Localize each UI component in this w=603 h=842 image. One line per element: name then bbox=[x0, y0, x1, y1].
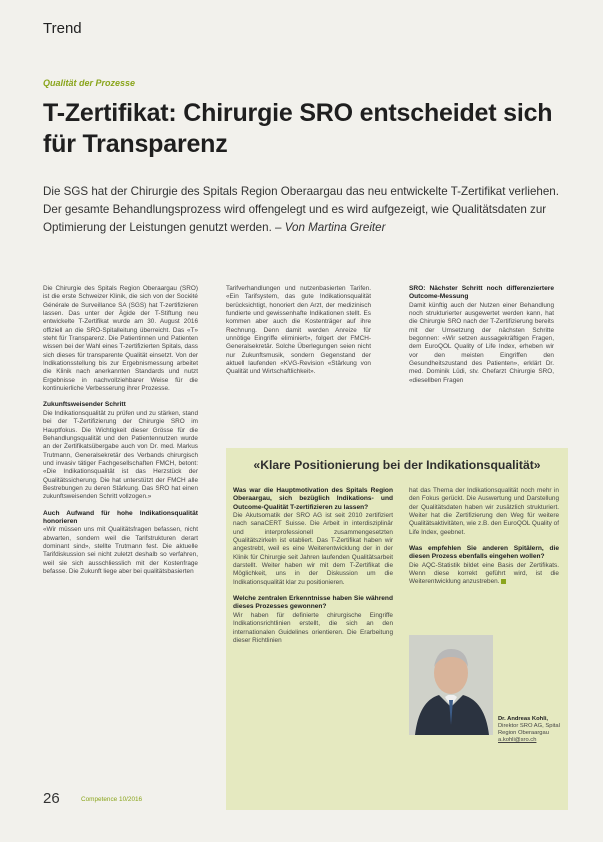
interview-question: Was empfehlen Sie anderen Spitälern, die diesen Prozess ebenfalls eingehen wollen? bbox=[409, 545, 559, 561]
interview-question: Welche zentralen Erkenntnisse haben Sie während dieses Prozesses gewonnen? bbox=[233, 595, 393, 611]
subheading: Zukunftsweisender Schritt bbox=[43, 401, 126, 409]
column-1 bbox=[43, 285, 198, 584]
end-mark-icon bbox=[501, 579, 506, 584]
page-number: 26 bbox=[43, 790, 60, 807]
lead-paragraph bbox=[43, 183, 568, 237]
answer-text: Die AQC-Statistik bildet eine Basis der Zertifikats. Wenn diese korrekt geführt wird, ist die Weiterentwicklung anzustreben. bbox=[409, 561, 559, 586]
paragraph: Die Chirurgie des Spitals Region Oberaargau (SRO) ist die erste Schweizer Klinik, die sich von der Société Générale de Surveillance SA (SGS) hat T-zertifizieren lassen. Das unter der Ägide der T-Stiftung neu entwickelte T-Zertifikat wurde am 30. August 2016 offiziell an die SRO-Spitalleitung überreicht. Das «T» steht für Transparenz. Die Patientinnen und Patienten wissen bei der Wahl eines T-zertifizierten Spitals, dass sich dieses für transparente Qualität einsetzt. Von der Indikationsstellung bis zur Ergebnismessung arbeitet die Klinik nach anerkannten Standards und nutzt Ergebnisse in nachvollziehbarer Weise für die kontinuierliche Verbesserung ihrer Prozesse. bbox=[43, 285, 198, 393]
column-2 bbox=[226, 285, 371, 385]
interview-column-1 bbox=[233, 487, 393, 653]
interview-answer: hat das Thema der Indikationsqualität noch mehr in den Fokus gerückt. Die Auswertung und Darstellung der Qualitätsdaten haben wir zusätzlich strukturiert. Weiter hat die Zertifizierung den Weg für weitere Qualitätsaktivitäten, wie z.B. den EuroQOL Quality of Life Index, geebnet. bbox=[409, 487, 559, 536]
caption-role: Direktor SRO AG, Spital Region Oberaargau bbox=[498, 723, 560, 736]
lead-text: Die SGS hat der Chirurgie des Spitals Region Oberaargau das neu entwickelte T-Zertifikat verliehen. Der gesamte Behandlungsprozess wird offengelegt und es wird aufgezeigt, wie Qualitätsdaten zur Optimierung der Leistungen genutzt werden. – bbox=[43, 185, 559, 234]
paragraph: Tarifverhandlungen und nutzenbasierten Tarifen. «Ein Tarifsystem, das gute Indikationsqualität berücksichtigt, honoriert den Arzt, der medizinisch fundierte und gewissenhafte Indikationen stellt. Es kommen aber auch die Kostenträger auf ihre Rechnung. Denn damit werden Anreize für unnötige Eingriffe eliminiert», folgert der FMCH-Generalsekretär. Solche Überlegungen seien nicht nur Zukunftsmusik, sondern Gegenstand der aktuell laufenden «KVG-Revision «Stärkung von Qualität und Wirtschaftlichkeit». bbox=[226, 285, 371, 376]
kicker: Qualität der Prozesse bbox=[43, 78, 136, 88]
interview-answer: Die Akutsomatik der SRO AG ist seit 2010 zertifiziert nach sanaCERT Suisse. Die Arbeit in interdisziplinär und interprofessionell zusammengesetzten Qualitätszirkeln ist etabliert. Das T-Zertifikat haben wir angestrebt, weil es eine Weiterentwicklung der in der Klinik für Chirurgie seit Jahren laufenden Qualitätsarbeit darstellt. Weiter haben wir mit dem T-Zertifikat die Möglichkeit, uns in der Diskussion um die Indikationsqualität klar zu positionieren. bbox=[233, 512, 393, 586]
interview-answer bbox=[409, 562, 559, 587]
interview-answer: Wir haben für definierte chirurgische Eingriffe Indikationsrichtlinien erstellt, die sich an den internationalen Guidelines orientieren. Die Erarbeitung dieser Richtlinien bbox=[233, 611, 393, 644]
author: Von Martina Greiter bbox=[284, 221, 386, 234]
interview-question: Was war die Hauptmotivation des Spitals Region Oberaargau, sich bezüglich Indikations- und Outcome-Qualität T-zertifizieren zu lassen? bbox=[233, 487, 393, 511]
caption-email: a.kohli@sro.ch bbox=[498, 737, 537, 743]
column-3 bbox=[409, 285, 554, 393]
article-title: T-Zertifikat: Chirurgie SRO entscheidet sich für Transparenz bbox=[43, 99, 553, 159]
portrait-photo bbox=[409, 635, 493, 735]
subheading: SRO: Nächster Schritt noch differenziertere Outcome-Messung bbox=[409, 285, 554, 301]
magazine-name: Competence 10/2016 bbox=[81, 796, 143, 803]
portrait-caption bbox=[498, 716, 563, 744]
paragraph: «Wir müssen uns mit Qualitätsfragen befassen, nicht abwarten, sondern weil die Tarifstrukturen derart dominant sind», stellte Trutmann fest. Die aktuelle Tarifdiskussion sei nicht zuletzt deshalb so verfahren, weil sie sich ausschliesslich mit der Kostenfrage befasse. Die Zukunft liege aber bei qualitätsbasierten bbox=[43, 526, 198, 575]
interview-column-2 bbox=[409, 487, 559, 595]
paragraph: Die Indikationsqualität zu prüfen und zu stärken, stand bei der T-Zertifizierung der Chirurgie SRO im Hauptfokus. Die Wichtigkeit dieser Grösse für die Behandlungsqualität und den Patientennutzen wurde an der Zertifikatsübergabe auch von Dr. med. Markus Trutmann, Generalsekretär des Verbands chirurgisch und invasiv tätiger Fachgesellschaften FMCH, betont: «Die Indikationsqualität ist das Herzstück der Qualitätssicherung. Die hat unterstützt der FMCH alle Bestrebungen zu deren Stärkung. Das SRO hat einen zukunftsweisenden Schritt vollzogen.» bbox=[43, 409, 198, 501]
paragraph: Damit künftig auch der Nutzen einer Behandlung noch strukturierter ausgewertet werden kann, hat die Chirurgie SRO nach der T-Zertifizierung bereits mit der Umsetzung der nächsten Schritte begonnen: «Wir setzen aussagekräftigen Fragen, dem EuroQOL Quality of Life Index, erheben wir vor den meisten Eingriffen den Gesundheitszustand des Patienten», erklärt Dr. med. Dominik Lüdi, stv. Chefarzt Chirurgie SRO, «diesellben Fragen bbox=[409, 301, 554, 384]
caption-name: Dr. Andreas Kohli, bbox=[498, 716, 549, 722]
interview-title: «Klare Positionierung bei der Indikationsqualität» bbox=[253, 458, 541, 472]
subheading: Auch Aufwand für hohe Indikationsqualität honorieren bbox=[43, 509, 198, 525]
section-label: Trend bbox=[43, 20, 82, 37]
